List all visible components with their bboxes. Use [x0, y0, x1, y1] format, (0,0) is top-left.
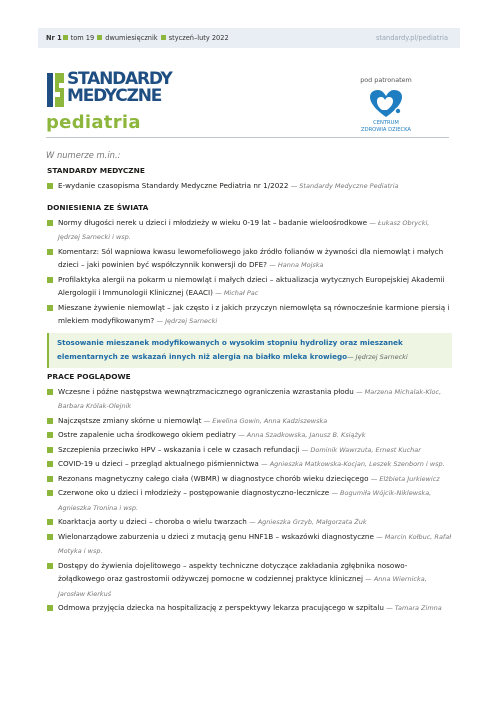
- toc-item-authors: — Michał Pac: [215, 289, 259, 297]
- bullet-square-icon: [47, 249, 53, 255]
- toc-item-title: Rezonans magnetyczny całego ciała (WBMR) w diagnostyce chorób wieku dziecięcego: [58, 473, 369, 483]
- issue-volume: tom 19: [70, 34, 95, 42]
- bullet-square-icon: [47, 461, 53, 467]
- toc-item-authors: — Anna Szadkowska, Janusz B. Książyk: [238, 431, 366, 439]
- toc-item-authors: — Agnieszka Grzyb, Małgorzata Żuk: [249, 518, 367, 526]
- toc-item-title: Koarktacja aorty u dzieci – choroba o wielu twarzach: [58, 517, 247, 526]
- issue-number: Nr 1: [46, 34, 62, 42]
- toc-item[interactable]: [47, 245, 452, 273]
- section-title-prace: PRACE POGLĄDOWE: [47, 371, 131, 381]
- logo-mark-icon: [47, 73, 64, 107]
- issue-info: [46, 34, 229, 42]
- bullet-square-icon: [47, 277, 53, 283]
- toc-item-title: Ostre zapalenie ucha środkowego okiem pediatry: [58, 430, 236, 439]
- standardy-medyczne-logo: [47, 69, 207, 108]
- toc-item-authors: — Anna Wiernicka, Jarosław Kierkuś: [58, 575, 427, 598]
- toc-item-title: Wczesne i późne następstwa wewnątrzmacicznego ograniczenia wzrastania płodu: [58, 386, 354, 396]
- logo-line-1: STANDARDY: [67, 69, 172, 89]
- bullet-square-icon: [47, 476, 53, 482]
- toc-item[interactable]: [47, 216, 452, 245]
- logo-wordmark: [67, 71, 172, 104]
- toc-item[interactable]: [47, 472, 452, 487]
- bullet-square-icon: [47, 519, 53, 525]
- section-title-standardy: STANDARDY MEDYCZNE: [47, 166, 145, 175]
- issue-date: styczeń–luty 2022: [168, 34, 229, 42]
- highlighted-article-title: Stosowanie mieszanek modyfikowanych o wysokim stopniu hydrolizy oraz mieszanek elementarnych ze wskazań innych niż alergia na białko mleka krowiego: [57, 337, 403, 361]
- toc-item[interactable]: [47, 414, 452, 429]
- toc-item-authors: — Ewelina Gowin, Anna Kadziszewska: [203, 416, 328, 425]
- patronage-org-line-1: CENTRUM: [373, 120, 399, 126]
- toc-item-authors: — Bogumiła Wójcik-Niklewska, Agnieszka Tronina i wsp.: [58, 489, 432, 512]
- czd-heart-logo-icon: [368, 89, 404, 119]
- separator-square: [161, 35, 166, 40]
- toc-item-authors: — Marzena Michalak-Kloc, Barbara Królak-Olejnik: [58, 387, 442, 410]
- patronage-org-line-2: ZDROWIA DZIECKA: [361, 127, 411, 133]
- toc-item-title: E-wydanie czasopisma Standardy Medyczne Pediatria nr 1/2022: [58, 181, 289, 190]
- bullet-square-icon: [47, 534, 53, 540]
- separator-square: [63, 35, 68, 40]
- logo-line-2: MEDYCZNE: [67, 85, 162, 106]
- patronage-label: pod patronatem: [360, 76, 412, 84]
- bullet-square-icon: [47, 490, 53, 496]
- bullet-square-icon: [47, 563, 53, 569]
- journal-name: pediatria: [46, 112, 141, 133]
- toc-item-title: Normy długości nerek u dzieci i młodzieży w wieku 0-19 lat – badanie wieloośrodkowe: [58, 217, 368, 227]
- toc-item-title: Mieszane żywienie niemowląt – jak często i z jakich przyczyn niemowlęta są równocześnie karmione piersią i mlekiem modyfikowanym?: [58, 302, 450, 325]
- toc-item[interactable]: [47, 486, 452, 515]
- toc-item-title: Najczęstsze zmiany skórne u niemowląt: [58, 415, 202, 425]
- bullet-square-icon: [47, 220, 53, 226]
- bullet-square-icon: [47, 389, 53, 395]
- toc-item-authors: — Agnieszka Matkowska-Kocjan, Leszek Szenborn i wsp.: [261, 460, 445, 468]
- toc-item-authors: — Elżbieta Jurkiewicz: [370, 474, 440, 483]
- toc-item[interactable]: [47, 273, 452, 301]
- patronage-org: [352, 120, 420, 134]
- toc-item-title: Komentarz: Sól wapniowa kwasu lewomefoliowego jako źródło folianów w żywności dla niemowląt i małych dzieci – jaki powinien być współczynnik konwersji do DFE?: [58, 246, 444, 269]
- toc-item[interactable]: [47, 601, 452, 616]
- issue-intro: W numerze m.in.:: [46, 150, 121, 160]
- toc-item-title: Dostępy do żywienia dojelitowego – aspekty techniczne dotyczące zakładania zgłębnika nosowo-żołądkowego oraz gastrostomii odżywczej pomocne w codziennej praktyce klinicznej: [58, 560, 408, 583]
- bullet-square-icon: [47, 305, 53, 311]
- toc-item-authors: — Łukasz Obrycki, Jędrzej Sarnecki i wsp.: [58, 218, 430, 241]
- toc-item[interactable]: [47, 457, 452, 472]
- toc-item-authors: — Marcin Kołbuc, Rafał Motyka i wsp.: [58, 532, 452, 555]
- toc-item-authors: — Hanna Mojska: [269, 261, 324, 269]
- toc-item-authors: — Dominik Wawrzuta, Ernest Kuchar: [301, 445, 421, 454]
- header-divider: [46, 137, 449, 138]
- highlighted-article[interactable]: [47, 333, 452, 368]
- issue-info-bar: [38, 28, 460, 48]
- toc-item-title: Odmowa przyjęcia dziecka na hospitalizację z perspektywy lekarza pracującego w szpitalu: [58, 603, 384, 612]
- bullet-square-icon: [47, 447, 53, 453]
- toc-item-authors: — Jędrzej Sarnecki: [156, 317, 218, 325]
- toc-item-title: COVID-19 u dzieci – przegląd aktualnego piśmiennictwa: [58, 459, 259, 468]
- table-of-contents: [47, 166, 452, 616]
- section-title-doniesienia: DONIESIENIA ZE ŚWIATA: [47, 202, 149, 212]
- toc-item[interactable]: [47, 559, 452, 602]
- toc-item-title: Szczepienia przeciwko HPV – wskazania i cele w czasach refundacji: [58, 444, 300, 454]
- bullet-square-icon: [47, 432, 53, 438]
- toc-item-title: Profilaktyka alergii na pokarm u niemowląt i małych dzieci – aktualizacja wytycznych Europejskiej Akademii Alergologii i Immunologii Klinicznej (EAACI): [58, 274, 445, 297]
- toc-item[interactable]: [47, 515, 452, 530]
- toc-item[interactable]: [47, 385, 452, 414]
- toc-item[interactable]: [47, 530, 452, 559]
- bullet-square-icon: [47, 418, 53, 424]
- separator-square: [97, 35, 102, 40]
- highlighted-article-authors: — Jędrzej Sarnecki: [347, 352, 408, 361]
- toc-item[interactable]: [47, 179, 452, 194]
- toc-item[interactable]: [47, 301, 452, 329]
- toc-item-authors: — Standardy Medyczne Pediatria: [290, 182, 399, 190]
- bullet-square-icon: [47, 605, 53, 611]
- bullet-square-icon: [47, 183, 53, 189]
- patronage-block: [352, 76, 420, 134]
- toc-item-title: Wielonarządowe zaburzenia u dzieci z mutacją genu HNF1B – wskazówki diagnostyczne: [58, 531, 374, 541]
- toc-item-authors: — Tamara Zimna: [386, 604, 442, 612]
- issue-frequency: dwumiesięcznik: [105, 34, 158, 42]
- toc-item[interactable]: [47, 443, 452, 458]
- site-link[interactable]: standardy.pl/pediatria: [375, 34, 448, 42]
- toc-item-title: Czerwone oko u dzieci i młodzieży – postępowanie diagnostyczno-lecznicze: [58, 488, 330, 497]
- toc-item[interactable]: [47, 428, 452, 443]
